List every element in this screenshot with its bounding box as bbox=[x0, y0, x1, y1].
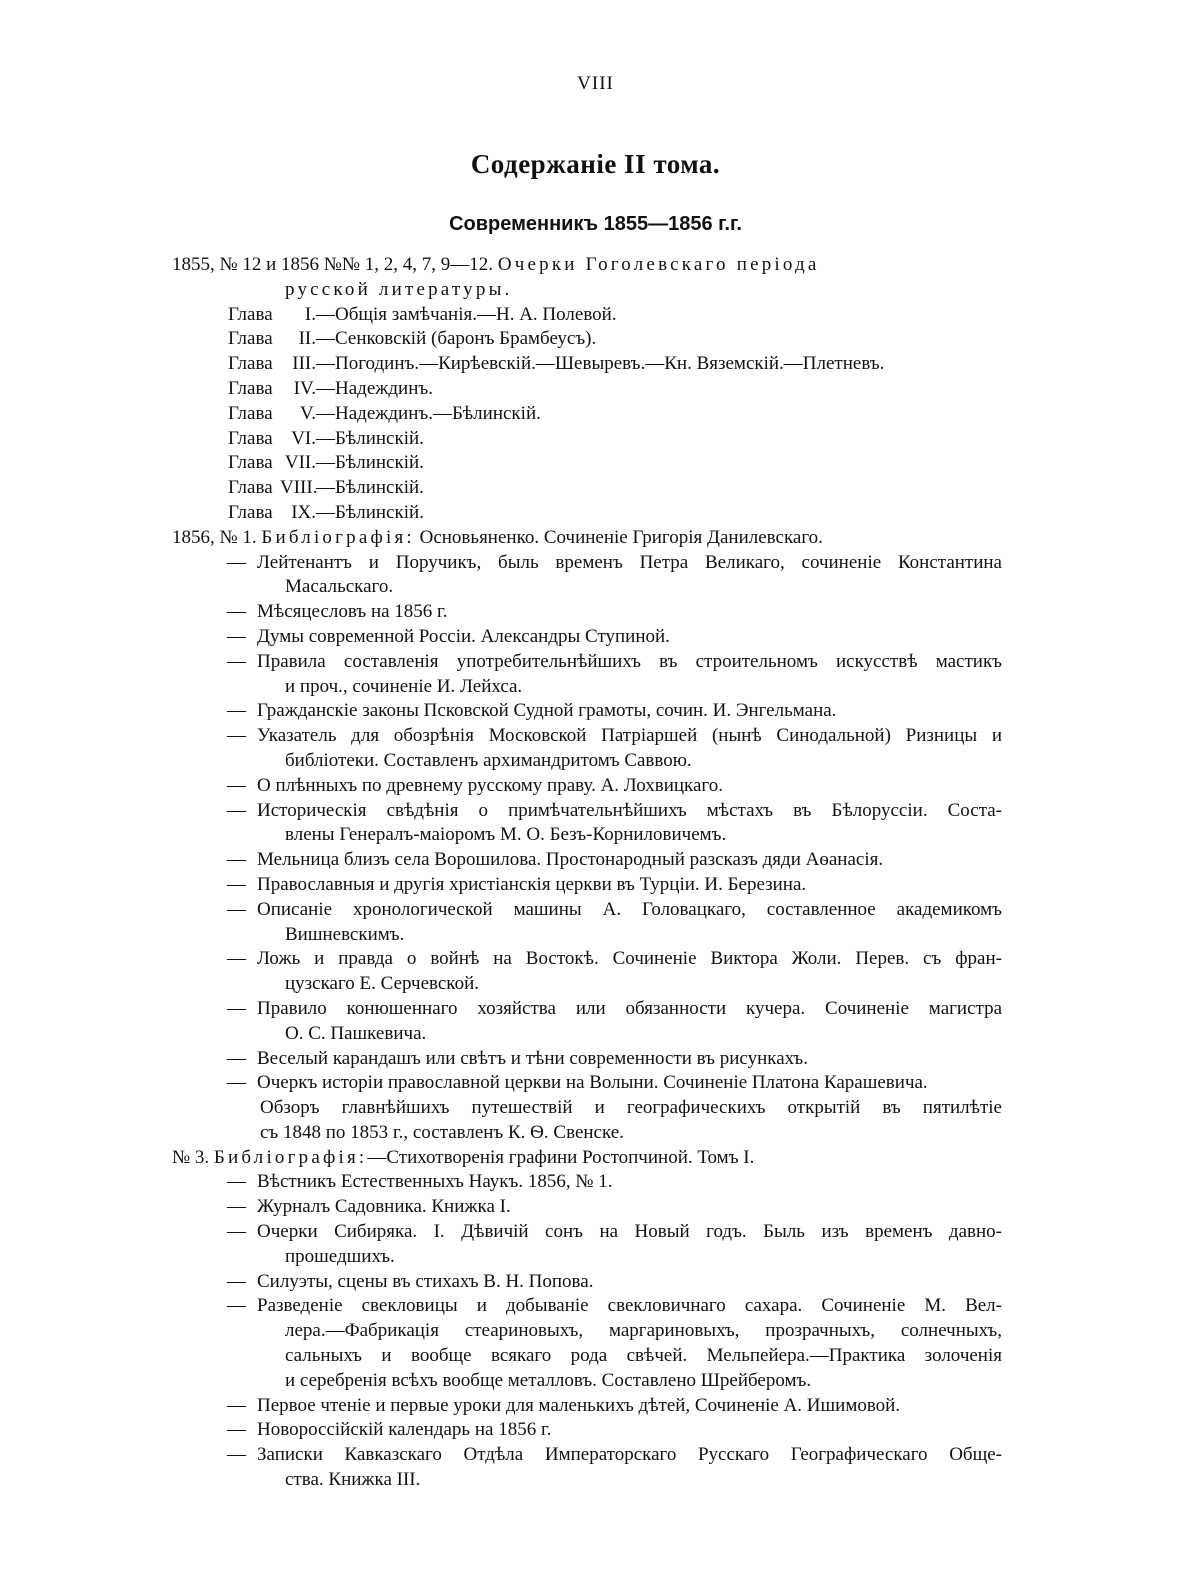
entry-first-line bbox=[172, 625, 1002, 650]
entry-text: и проч., сочиненіе И. Лейхса. bbox=[285, 675, 523, 697]
chapter-text: —Общія замѣчанія.—Н. А. Полевой. bbox=[316, 303, 617, 325]
chapter-number: I. bbox=[304, 303, 316, 325]
entry-first-line bbox=[172, 774, 1002, 799]
entry-first-line bbox=[172, 1294, 1002, 1319]
chapter-row bbox=[172, 303, 1002, 328]
entry-continuation-line bbox=[172, 1319, 1002, 1344]
bibliography-entry bbox=[172, 1071, 1002, 1096]
chapter-number: II. bbox=[298, 328, 316, 350]
entry-first-line bbox=[172, 848, 1002, 873]
section-1-label: Библіографія: bbox=[261, 526, 415, 548]
entry-text: и серебренія всѣхъ вообще металловъ. Составлено Шрейберомъ. bbox=[285, 1369, 812, 1391]
entry-first-line bbox=[172, 997, 1002, 1022]
entry-text: Правила составленія употребительнѣйшихъ въ строительномъ искусствѣ мастикъ bbox=[257, 650, 1002, 672]
bibliography-entry bbox=[172, 799, 1002, 849]
intro-line bbox=[172, 253, 1002, 278]
entry-dash: — bbox=[227, 1047, 246, 1069]
chapter-number: VII. bbox=[284, 452, 316, 474]
chapter-label: Глава bbox=[228, 427, 273, 449]
entry-text: Первое чтеніе и первые уроки для маленькихъ дѣтей, Сочиненіе А. Ишимовой. bbox=[257, 1394, 901, 1416]
entry-first-line bbox=[172, 1195, 1002, 1220]
entry-text: Описаніе хронологической машины А. Головацкаго, составленное академикомъ bbox=[257, 898, 1002, 920]
chapter-row bbox=[172, 377, 1002, 402]
entry-text: Журналъ Садовника. Книжка I. bbox=[257, 1196, 511, 1218]
bibliography-entry bbox=[172, 551, 1002, 601]
intro-prefix: 1855, № 12 и 1856 №№ 1, 2, 4, 7, 9—12. bbox=[172, 254, 494, 275]
chapter-text: —Надеждинъ.—Бѣлинскій. bbox=[316, 402, 541, 424]
entry-dash: — bbox=[227, 700, 246, 722]
entry-text: Силуэты, сцены въ стихахъ В. Н. Попова. bbox=[257, 1270, 594, 1292]
chapter-text: —Бѣлинскій. bbox=[316, 477, 424, 499]
standalone-line: Обзоръ главнѣйшихъ путешествій и географическихъ открытій въ пятилѣтіе bbox=[260, 1097, 1002, 1119]
entry-first-line bbox=[172, 799, 1002, 824]
entry-first-line bbox=[172, 1418, 1002, 1443]
entry-continuation-line bbox=[172, 1245, 1002, 1270]
entry-continuation-line bbox=[172, 675, 1002, 700]
entry-text: ства. Книжка III. bbox=[285, 1469, 421, 1491]
page-number: VIII bbox=[577, 73, 614, 94]
entry-text: Очерки Сибиряка. I. Дѣвичій сонъ на Новый годъ. Быль изъ временъ давно- bbox=[257, 1221, 1002, 1243]
entry-text: Мельница близъ села Ворошилова. Простонародный разсказъ дяди Аѳанасія. bbox=[257, 849, 884, 871]
entry-text: Вѣстникъ Естественныхъ Наукъ. 1856, № 1. bbox=[257, 1171, 613, 1193]
chapter-list bbox=[172, 303, 1002, 526]
page-title: Содержаніе II тома. bbox=[470, 149, 721, 179]
bibliography-entry bbox=[172, 1047, 1002, 1072]
chapter-label: Глава bbox=[228, 477, 273, 499]
entry-dash: — bbox=[227, 1221, 246, 1243]
chapter-label: Глава bbox=[228, 303, 273, 325]
intro-title: Очерки Гоголевскаго періода bbox=[497, 254, 820, 275]
entry-first-line bbox=[172, 1394, 1002, 1419]
bibliography-entry bbox=[172, 774, 1002, 799]
chapter-row bbox=[172, 402, 1002, 427]
entry-text: Разведеніе свекловицы и добываніе свекловичнаго сахара. Сочиненіе М. Вел- bbox=[257, 1295, 1002, 1317]
chapter-label: Глава bbox=[228, 353, 273, 375]
bibliography-entry bbox=[172, 1170, 1002, 1195]
entry-first-line bbox=[172, 1270, 1002, 1295]
entry-dash: — bbox=[227, 551, 246, 573]
entry-dash: — bbox=[227, 1394, 246, 1416]
section-1-first-entry: Основьяненко. Сочиненіе Григорія Данилевскаго. bbox=[419, 526, 823, 548]
entry-first-line bbox=[172, 650, 1002, 675]
entry-text: Ложь и правда о войнѣ на Востокѣ. Сочиненіе Виктора Жоли. Перев. съ фран- bbox=[257, 948, 1002, 970]
bibliography-entry bbox=[172, 1195, 1002, 1220]
bibliography-entry bbox=[172, 947, 1002, 997]
standalone-entry bbox=[172, 1096, 1002, 1146]
entry-text: Лейтенантъ и Поручикъ, быль временъ Петра Великаго, сочиненіе Константина bbox=[257, 551, 1002, 573]
entry-dash: — bbox=[227, 1270, 246, 1292]
chapter-label: Глава bbox=[228, 501, 273, 523]
section-3-heading bbox=[172, 1146, 1002, 1171]
entry-continuation-line bbox=[172, 1369, 1002, 1394]
section-3-prefix: № 3. bbox=[172, 1146, 210, 1168]
entry-dash: — bbox=[227, 650, 246, 672]
entry-continuation-line bbox=[172, 972, 1002, 997]
entry-text: прошедшихъ. bbox=[285, 1245, 395, 1267]
chapter-text: —Бѣлинскій. bbox=[316, 452, 424, 474]
entry-dash: — bbox=[227, 873, 246, 895]
chapter-row bbox=[172, 352, 1002, 377]
entry-continuation-line bbox=[172, 1022, 1002, 1047]
entry-text: Указатель для обозрѣнія Московской Патріаршей (нынѣ Синодальной) Ризницы и bbox=[257, 725, 1002, 747]
chapter-label: Глава bbox=[228, 328, 273, 350]
section-3-label: Библіографія: bbox=[213, 1146, 368, 1168]
intro-title-continued: русской литературы. bbox=[285, 278, 513, 300]
entry-dash: — bbox=[227, 1196, 246, 1218]
bibliography-entry bbox=[172, 724, 1002, 774]
entry-text: Мѣсяцесловъ на 1856 г. bbox=[257, 601, 448, 623]
entry-dash: — bbox=[227, 1444, 246, 1466]
entry-first-line bbox=[172, 551, 1002, 576]
entry-first-line bbox=[172, 1071, 1002, 1096]
bibliography-entry bbox=[172, 650, 1002, 700]
entry-dash: — bbox=[227, 1171, 246, 1193]
entry-dash: — bbox=[227, 1295, 246, 1317]
bibliography-entry bbox=[172, 1220, 1002, 1270]
entry-first-line bbox=[172, 699, 1002, 724]
entry-text: Правило конюшеннаго хозяйства или обязанности кучера. Сочиненіе магистра bbox=[257, 997, 1002, 1019]
chapter-label: Глава bbox=[228, 402, 273, 424]
chapter-row bbox=[172, 476, 1002, 501]
entry-text: О. С. Пашкевича. bbox=[285, 1022, 427, 1044]
chapter-number: V. bbox=[299, 402, 316, 424]
entry-dash: — bbox=[227, 997, 246, 1019]
bibliography-entry bbox=[172, 898, 1002, 948]
entry-text: влены Генералъ-маіоромъ М. О. Безъ-Корниловичемъ. bbox=[285, 824, 727, 846]
entry-dash: — bbox=[227, 774, 246, 796]
entry-text: Православныя и другія христіанскія церкви въ Турціи. И. Березина. bbox=[257, 873, 807, 895]
entry-text: Записки Кавказскаго Отдѣла Императорскаго Русскаго Географическаго Обще- bbox=[257, 1444, 1002, 1466]
entry-continuation-line bbox=[172, 575, 1002, 600]
section-3-first-entry: —Стихотворенія графини Ростопчиной. Томъ I. bbox=[367, 1146, 755, 1168]
standalone-line: съ 1848 по 1853 г., составленъ К. Ѳ. Свенске. bbox=[260, 1121, 624, 1143]
chapter-row bbox=[172, 427, 1002, 452]
section-1-entries bbox=[172, 551, 1002, 1097]
entry-dash: — bbox=[227, 1072, 246, 1094]
bibliography-entry bbox=[172, 699, 1002, 724]
chapter-text: —Погодинъ.—Кирѣевскій.—Шевыревъ.—Кн. Вяземскій.—Плетневъ. bbox=[316, 353, 885, 375]
entry-first-line bbox=[172, 1443, 1002, 1468]
chapter-label: Глава bbox=[228, 452, 273, 474]
chapter-row bbox=[172, 327, 1002, 352]
entry-text: Вишневскимъ. bbox=[285, 923, 405, 945]
entry-dash: — bbox=[227, 849, 246, 871]
entry-text: Гражданскіе законы Псковской Судной грамоты, сочин. И. Энгельмана. bbox=[257, 700, 837, 722]
entry-dash: — bbox=[227, 601, 246, 623]
entry-text: цузскаго Е. Серчевской. bbox=[285, 973, 479, 995]
chapter-number: IV. bbox=[293, 377, 316, 399]
entry-text: Веселый карандашъ или свѣтъ и тѣни современности въ рисункахъ. bbox=[257, 1047, 808, 1069]
entry-first-line bbox=[172, 947, 1002, 972]
entry-continuation-line bbox=[172, 923, 1002, 948]
entry-first-line bbox=[172, 873, 1002, 898]
bibliography-entry bbox=[172, 1443, 1002, 1493]
entry-text: библіотеки. Составленъ архимандритомъ Саввою. bbox=[285, 749, 692, 771]
entry-dash: — bbox=[227, 898, 246, 920]
chapter-text: —Бѣлинскій. bbox=[316, 427, 424, 449]
entry-first-line bbox=[172, 600, 1002, 625]
entry-dash: — bbox=[227, 725, 246, 747]
bibliography-entry bbox=[172, 1394, 1002, 1419]
bibliography-entry bbox=[172, 625, 1002, 650]
entry-continuation-line bbox=[172, 823, 1002, 848]
bibliography-entry bbox=[172, 997, 1002, 1047]
section-1-heading bbox=[172, 526, 1002, 551]
entry-first-line bbox=[172, 898, 1002, 923]
chapter-row bbox=[172, 451, 1002, 476]
entry-text: Думы современной Россіи. Александры Ступиной. bbox=[257, 625, 670, 647]
entry-first-line bbox=[172, 1220, 1002, 1245]
bibliography-entry bbox=[172, 1418, 1002, 1443]
entry-text: Новороссійскій календарь на 1856 г. bbox=[257, 1419, 552, 1441]
entry-text: Очеркъ исторіи православной церкви на Волыни. Сочиненіе Платона Карашевича. bbox=[257, 1072, 928, 1094]
bibliography-entry bbox=[172, 1294, 1002, 1393]
bibliography-entry bbox=[172, 1270, 1002, 1295]
entry-text: сальныхъ и вообще всякаго рода свѣчей. Мельпейера.—Практика золоченія bbox=[285, 1345, 1002, 1367]
entry-continuation-line bbox=[172, 749, 1002, 774]
chapter-number: VIII. bbox=[280, 477, 318, 499]
chapter-row bbox=[172, 501, 1002, 526]
chapter-number: VI. bbox=[291, 427, 316, 449]
entry-text: лера.—Фабрикація стеариновыхъ, маргариновыхъ, прозрачныхъ, солнечныхъ, bbox=[285, 1320, 1002, 1342]
entry-continuation-line bbox=[172, 1468, 1002, 1493]
bibliography-entry bbox=[172, 873, 1002, 898]
entry-dash: — bbox=[227, 799, 246, 821]
intro-line-continued bbox=[172, 278, 1002, 303]
table-of-contents bbox=[172, 253, 1002, 1493]
entry-first-line bbox=[172, 1047, 1002, 1072]
chapter-text: —Сенковскій (баронъ Брамбеусъ). bbox=[316, 328, 597, 350]
entry-text: О плѣнныхъ по древнему русскому праву. А. Лохвицкаго. bbox=[257, 774, 723, 796]
chapter-text: —Надеждинъ. bbox=[316, 377, 433, 399]
entry-text: Масальскаго. bbox=[285, 576, 394, 598]
chapter-text: —Бѣлинскій. bbox=[316, 501, 424, 523]
entry-continuation-line bbox=[172, 1344, 1002, 1369]
entry-text: Историческія свѣдѣнія о примѣчательнѣйшихъ мѣстахъ въ Бѣлоруссіи. Соста- bbox=[257, 799, 1002, 821]
entry-first-line bbox=[172, 1170, 1002, 1195]
entry-dash: — bbox=[227, 625, 246, 647]
entry-dash: — bbox=[227, 1419, 246, 1441]
page-subtitle: Современникъ 1855—1856 г.г. bbox=[449, 213, 742, 235]
entry-first-line bbox=[172, 724, 1002, 749]
chapter-label: Глава bbox=[228, 377, 273, 399]
chapter-number: III. bbox=[292, 353, 316, 375]
section-1-prefix: 1856, № 1. bbox=[172, 526, 257, 548]
bibliography-entry bbox=[172, 600, 1002, 625]
chapter-number: IX. bbox=[291, 501, 316, 523]
entry-dash: — bbox=[227, 948, 246, 970]
section-3-entries bbox=[172, 1170, 1002, 1492]
bibliography-entry bbox=[172, 848, 1002, 873]
